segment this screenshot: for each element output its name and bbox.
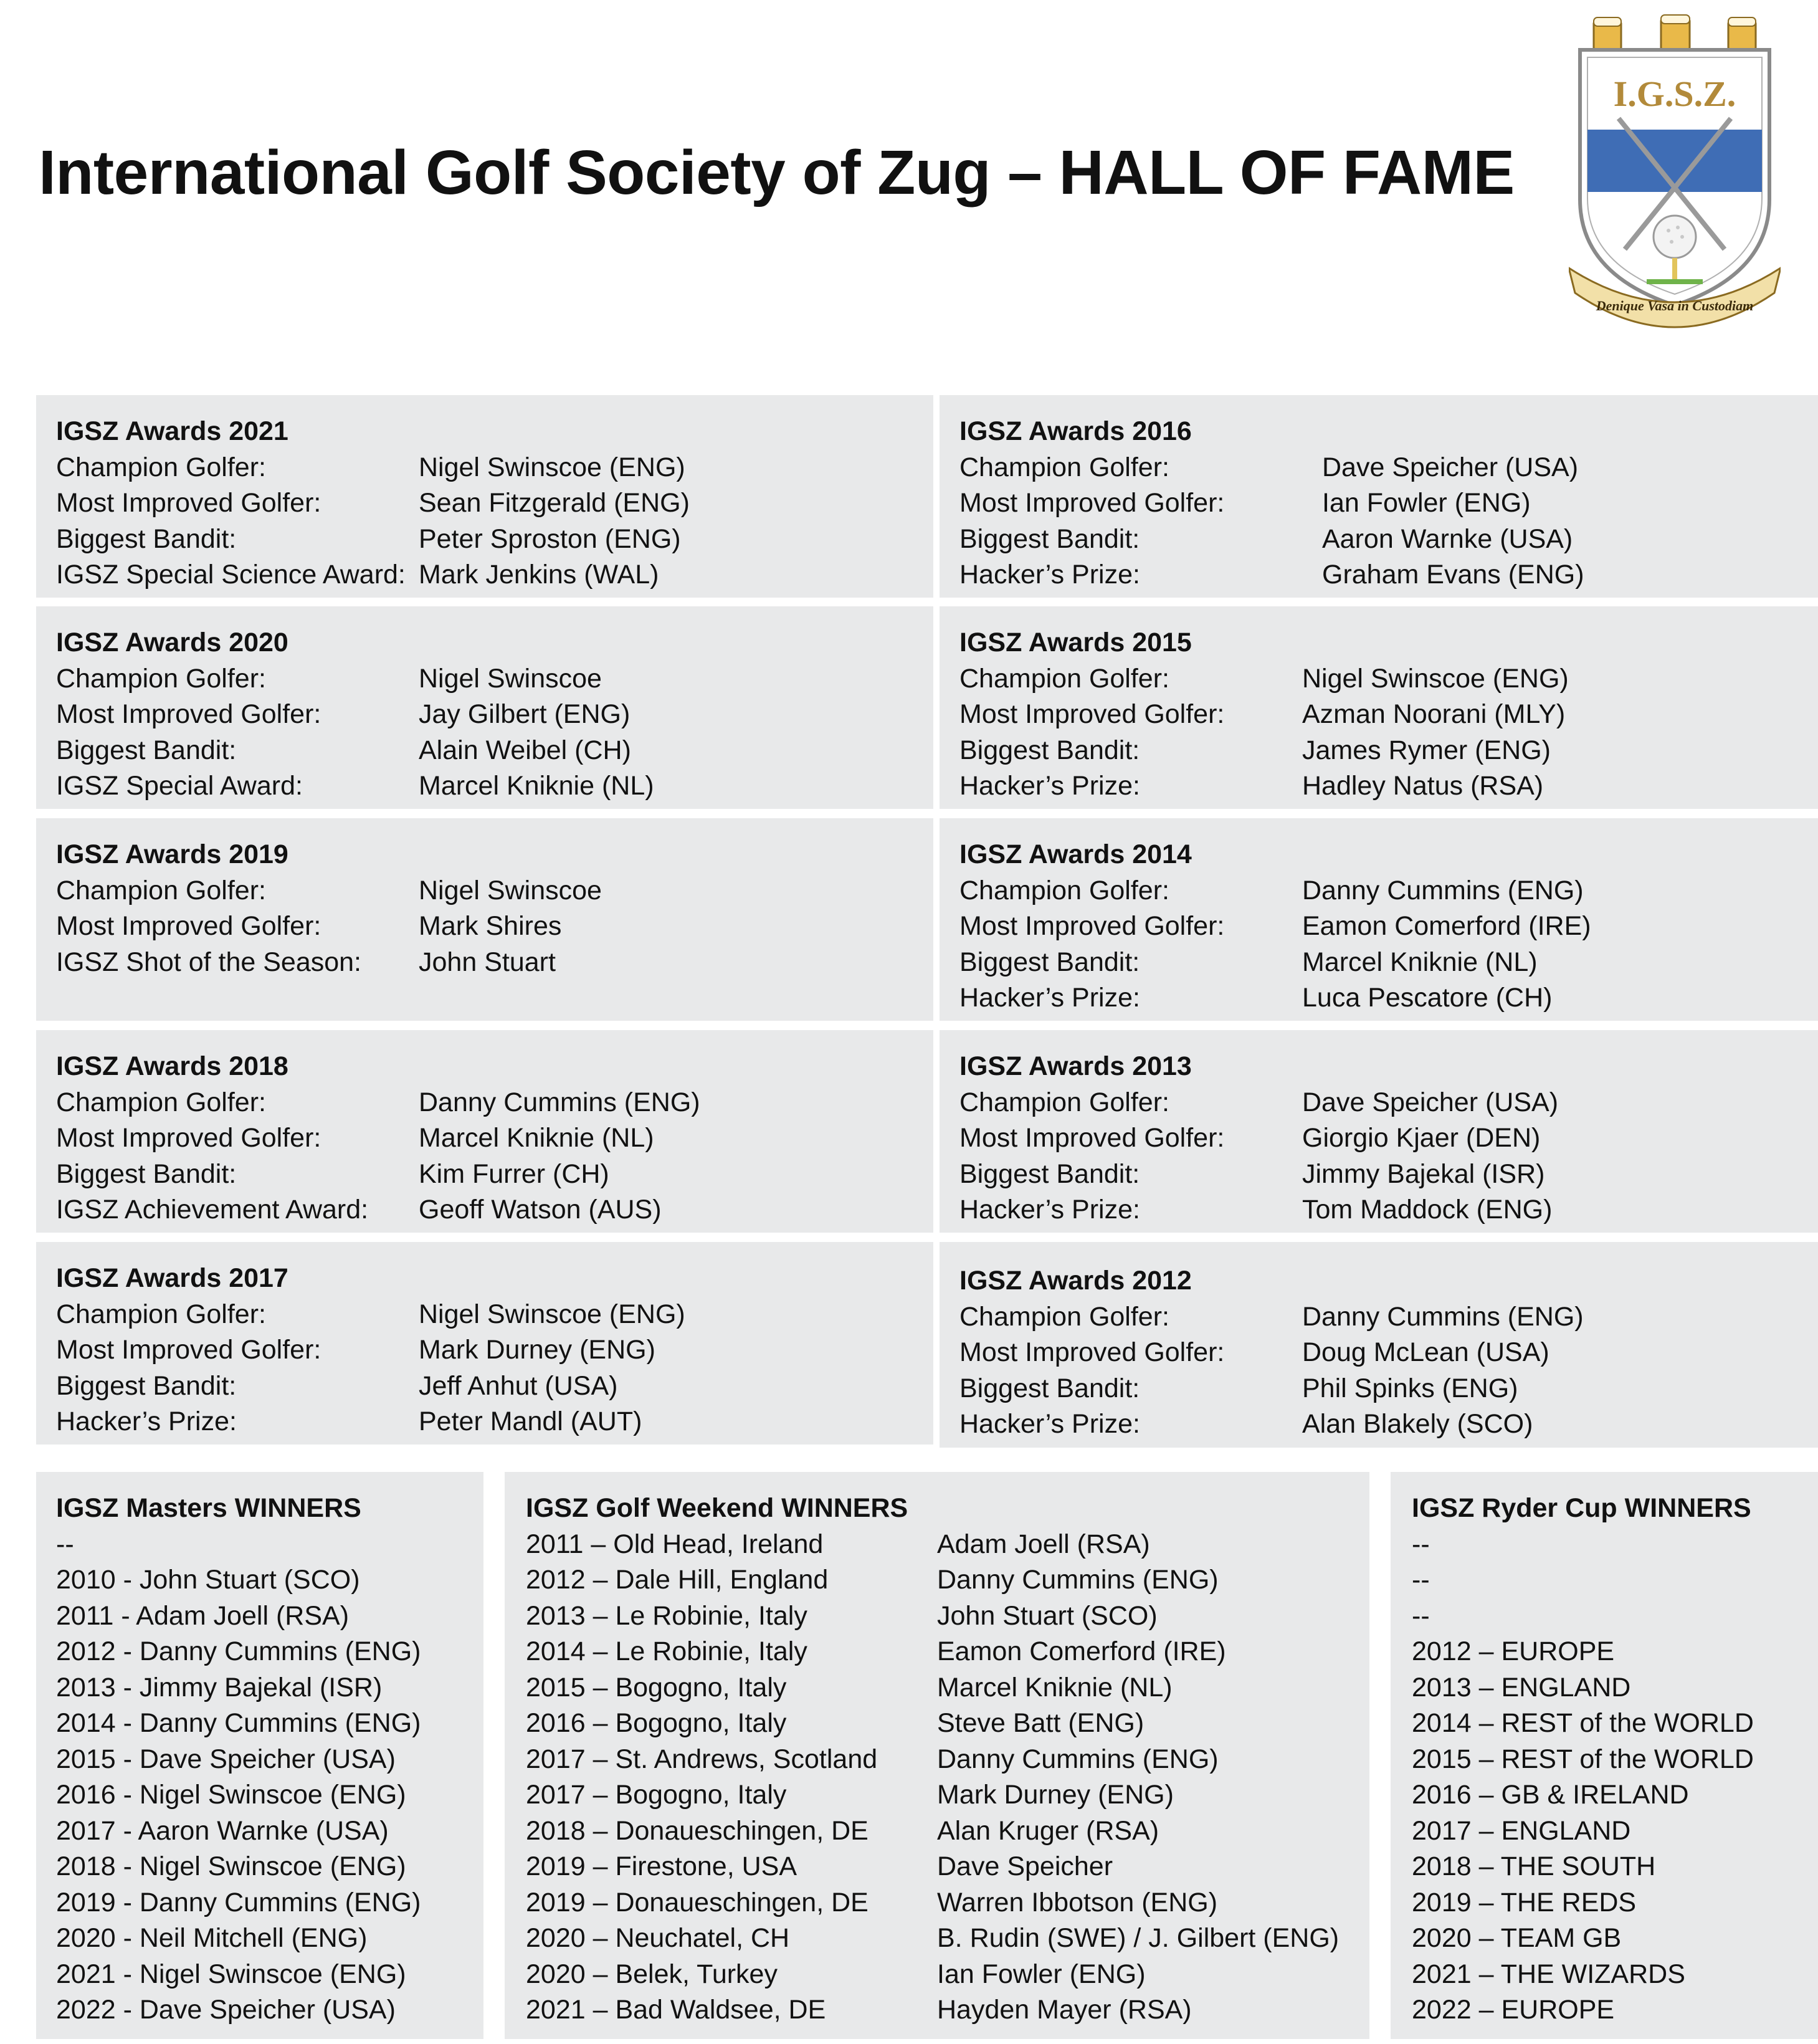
award-label: Most Improved Golfer: bbox=[959, 911, 1225, 941]
table-row bbox=[526, 1813, 1369, 1850]
award-winner: Peter Mandl (AUT) bbox=[419, 1406, 642, 1436]
award-label: Most Improved Golfer: bbox=[959, 1337, 1225, 1367]
award-label: Most Improved Golfer: bbox=[959, 1123, 1225, 1153]
event-cell: 2021 – Bad Waldsee, DE bbox=[526, 1995, 826, 2025]
award-winner: Peter Sproston (ENG) bbox=[419, 523, 681, 554]
award-row bbox=[959, 1406, 1818, 1443]
award-row bbox=[959, 873, 1818, 909]
award-label: Biggest Bandit: bbox=[56, 735, 237, 765]
award-row bbox=[959, 768, 1818, 805]
award-row bbox=[56, 1157, 933, 1193]
award-row bbox=[56, 522, 933, 558]
table-row bbox=[526, 1992, 1369, 2028]
igsz-crest-logo bbox=[1569, 12, 1781, 337]
award-winner: Danny Cummins (ENG) bbox=[1302, 875, 1584, 905]
award-row bbox=[959, 1120, 1818, 1157]
panel-heading: IGSZ Ryder Cup WINNERS bbox=[1412, 1493, 1751, 1523]
award-row bbox=[959, 945, 1818, 981]
table-row bbox=[526, 1742, 1369, 1778]
panel-heading: IGSZ Masters WINNERS bbox=[56, 1493, 361, 1523]
awards-panel-2017 bbox=[36, 1242, 933, 1445]
awards-panel-2021 bbox=[36, 395, 933, 598]
list-item: -- bbox=[1412, 1600, 1430, 1631]
panel-heading: IGSZ Awards 2015 bbox=[959, 628, 1192, 657]
award-winner: Mark Durney (ENG) bbox=[419, 1335, 655, 1365]
award-winner: Ian Fowler (ENG) bbox=[1322, 488, 1531, 518]
award-winner: Phil Spinks (ENG) bbox=[1302, 1373, 1518, 1403]
panel-heading: IGSZ Awards 2017 bbox=[56, 1263, 288, 1293]
event-cell: 2014 – Le Robinie, Italy bbox=[526, 1636, 807, 1666]
award-label: Champion Golfer: bbox=[959, 452, 1169, 482]
list-item: 2017 – ENGLAND bbox=[1412, 1815, 1631, 1846]
table-row bbox=[526, 1849, 1369, 1885]
award-winner: Nigel Swinscoe bbox=[419, 663, 602, 694]
list-item: 2019 – THE REDS bbox=[1412, 1887, 1637, 1917]
awards-panel-2016 bbox=[940, 395, 1818, 598]
award-label: Most Improved Golfer: bbox=[959, 699, 1225, 729]
award-label: Biggest Bandit: bbox=[959, 1373, 1140, 1403]
awards-panel-2015 bbox=[940, 606, 1818, 809]
award-winner: Nigel Swinscoe bbox=[419, 875, 602, 905]
award-row bbox=[959, 485, 1818, 522]
award-row bbox=[56, 697, 933, 733]
award-winner: Aaron Warnke (USA) bbox=[1322, 523, 1573, 554]
awards-panel-2013 bbox=[940, 1030, 1818, 1233]
awards-panel-2014 bbox=[940, 818, 1818, 1021]
award-row bbox=[959, 661, 1818, 697]
winner-cell: John Stuart (SCO) bbox=[937, 1600, 1158, 1631]
list-item: 2017 - Aaron Warnke (USA) bbox=[56, 1815, 389, 1846]
award-winner: Sean Fitzgerald (ENG) bbox=[419, 488, 690, 518]
winner-cell: Warren Ibbotson (ENG) bbox=[937, 1887, 1218, 1917]
table-row bbox=[526, 1562, 1369, 1598]
list-item: 2014 – REST of the WORLD bbox=[1412, 1708, 1754, 1738]
panel-heading: IGSZ Awards 2012 bbox=[959, 1266, 1192, 1296]
award-label: Champion Golfer: bbox=[56, 663, 266, 694]
list-item: 2016 – GB & IRELAND bbox=[1412, 1780, 1689, 1810]
award-winner: Nigel Swinscoe (ENG) bbox=[419, 452, 685, 482]
winner-cell: Ian Fowler (ENG) bbox=[937, 1959, 1146, 1989]
list-item: 2021 – THE WIZARDS bbox=[1412, 1959, 1685, 1989]
winner-cell: Adam Joell (RSA) bbox=[937, 1529, 1150, 1559]
award-row bbox=[56, 873, 933, 909]
winner-cell: Danny Cummins (ENG) bbox=[937, 1565, 1219, 1595]
award-winner: Luca Pescatore (CH) bbox=[1302, 983, 1553, 1013]
award-winner: Alan Blakely (SCO) bbox=[1302, 1409, 1533, 1439]
award-winner: Alain Weibel (CH) bbox=[419, 735, 631, 765]
award-row bbox=[56, 768, 933, 805]
award-winner: Doug McLean (USA) bbox=[1302, 1337, 1549, 1367]
list-item: -- bbox=[56, 1529, 74, 1559]
award-label: Most Improved Golfer: bbox=[56, 488, 321, 518]
award-row bbox=[959, 909, 1818, 945]
award-label: Hacker’s Prize: bbox=[959, 983, 1140, 1013]
award-winner: Giorgio Kjaer (DEN) bbox=[1302, 1123, 1541, 1153]
winner-cell: Alan Kruger (RSA) bbox=[937, 1815, 1159, 1846]
list-item: 2020 - Neil Mitchell (ENG) bbox=[56, 1923, 368, 1953]
award-row bbox=[959, 1371, 1818, 1407]
panel-heading: IGSZ Awards 2013 bbox=[959, 1051, 1192, 1081]
award-row bbox=[56, 1368, 933, 1405]
award-row bbox=[959, 1192, 1818, 1228]
award-row bbox=[56, 557, 933, 593]
list-item: 2019 - Danny Cummins (ENG) bbox=[56, 1887, 421, 1917]
event-cell: 2017 – Bogogno, Italy bbox=[526, 1780, 787, 1810]
award-row bbox=[56, 1404, 933, 1440]
panel-heading: IGSZ Awards 2016 bbox=[959, 416, 1192, 446]
award-label: Champion Golfer: bbox=[959, 1301, 1169, 1332]
panel-heading: IGSZ Awards 2018 bbox=[56, 1051, 288, 1081]
award-winner: Dave Speicher (USA) bbox=[1322, 452, 1579, 482]
awards-panel-2018 bbox=[36, 1030, 933, 1233]
list-item: 2018 - Nigel Swinscoe (ENG) bbox=[56, 1851, 406, 1881]
awards-panel-2012 bbox=[940, 1242, 1818, 1448]
award-label: Hacker’s Prize: bbox=[959, 1195, 1140, 1225]
event-cell: 2012 – Dale Hill, England bbox=[526, 1565, 829, 1595]
award-row bbox=[959, 1157, 1818, 1193]
table-row bbox=[526, 1885, 1369, 1921]
award-row bbox=[959, 733, 1818, 769]
award-row bbox=[959, 980, 1818, 1016]
award-row bbox=[959, 522, 1818, 558]
award-label: Most Improved Golfer: bbox=[959, 488, 1225, 518]
table-row bbox=[526, 1634, 1369, 1670]
list-item: 2020 – TEAM GB bbox=[1412, 1923, 1622, 1953]
list-item: 2015 – REST of the WORLD bbox=[1412, 1744, 1754, 1774]
award-label: Biggest Bandit: bbox=[959, 947, 1140, 977]
svg-text:Denique Vasa in Custodiam: Denique Vasa in Custodiam bbox=[1596, 298, 1754, 313]
award-row bbox=[959, 1085, 1818, 1121]
golf-weekend-winners-panel bbox=[505, 1472, 1369, 2039]
event-cell: 2011 – Old Head, Ireland bbox=[526, 1529, 824, 1559]
award-label: Biggest Bandit: bbox=[56, 1158, 237, 1189]
list-item: 2022 – EUROPE bbox=[1412, 1995, 1615, 2025]
list-item: 2012 - Danny Cummins (ENG) bbox=[56, 1636, 421, 1666]
award-row bbox=[56, 733, 933, 769]
award-label: Biggest Bandit: bbox=[56, 523, 237, 554]
list-item: 2021 - Nigel Swinscoe (ENG) bbox=[56, 1959, 406, 1989]
award-winner: Kim Furrer (CH) bbox=[419, 1158, 609, 1189]
event-cell: 2017 – St. Andrews, Scotland bbox=[526, 1744, 878, 1774]
award-label: Most Improved Golfer: bbox=[56, 1335, 321, 1365]
winner-cell: Danny Cummins (ENG) bbox=[937, 1744, 1219, 1774]
list-item: 2011 - Adam Joell (RSA) bbox=[56, 1600, 350, 1631]
award-winner: Hadley Natus (RSA) bbox=[1302, 771, 1544, 801]
award-label: Most Improved Golfer: bbox=[56, 911, 321, 941]
page-title: International Golf Society of Zug – HALL OF FAME bbox=[39, 138, 1515, 208]
award-label: Hacker’s Prize: bbox=[959, 560, 1140, 590]
award-row bbox=[56, 1297, 933, 1333]
table-row bbox=[526, 1921, 1369, 1957]
award-label: Biggest Bandit: bbox=[56, 1370, 237, 1401]
award-winner: Marcel Kniknie (NL) bbox=[419, 1123, 654, 1153]
list-item: 2013 - Jimmy Bajekal (ISR) bbox=[56, 1672, 383, 1703]
award-winner: Jeff Anhut (USA) bbox=[419, 1370, 618, 1401]
list-item: 2012 – EUROPE bbox=[1412, 1636, 1615, 1666]
list-item: 2018 – THE SOUTH bbox=[1412, 1851, 1656, 1881]
panel-heading: IGSZ Awards 2021 bbox=[56, 416, 288, 446]
award-row bbox=[56, 945, 933, 981]
winner-cell: Hayden Mayer (RSA) bbox=[937, 1995, 1192, 2025]
award-winner: Marcel Kniknie (NL) bbox=[1302, 947, 1538, 977]
beer-mugs-icon bbox=[1594, 15, 1756, 50]
table-row bbox=[526, 1670, 1369, 1706]
award-row bbox=[56, 1192, 933, 1228]
event-cell: 2019 – Firestone, USA bbox=[526, 1851, 797, 1881]
award-row bbox=[56, 909, 933, 945]
event-cell: 2020 – Belek, Turkey bbox=[526, 1959, 778, 1989]
award-winner: Azman Noorani (MLY) bbox=[1302, 699, 1566, 729]
table-row bbox=[526, 1527, 1369, 1563]
award-winner: James Rymer (ENG) bbox=[1302, 735, 1551, 765]
award-label: Champion Golfer: bbox=[959, 1087, 1169, 1117]
award-label: Most Improved Golfer: bbox=[56, 699, 321, 729]
table-row bbox=[526, 1957, 1369, 1993]
award-winner: Dave Speicher (USA) bbox=[1302, 1087, 1559, 1117]
event-cell: 2013 – Le Robinie, Italy bbox=[526, 1600, 807, 1631]
award-winner: Nigel Swinscoe (ENG) bbox=[419, 1299, 685, 1329]
award-row bbox=[56, 1120, 933, 1157]
list-item: 2016 - Nigel Swinscoe (ENG) bbox=[56, 1780, 406, 1810]
masters-winners-panel bbox=[36, 1472, 483, 2039]
award-label: IGSZ Special Award: bbox=[56, 771, 303, 801]
award-label: Hacker’s Prize: bbox=[959, 1409, 1140, 1439]
event-cell: 2020 – Neuchatel, CH bbox=[526, 1923, 790, 1953]
award-label: Hacker’s Prize: bbox=[56, 1406, 237, 1436]
award-row bbox=[56, 1332, 933, 1368]
award-label: Most Improved Golfer: bbox=[56, 1123, 321, 1153]
award-winner: Jimmy Bajekal (ISR) bbox=[1302, 1158, 1545, 1189]
winner-cell: Dave Speicher bbox=[937, 1851, 1113, 1881]
award-winner: Tom Maddock (ENG) bbox=[1302, 1195, 1553, 1225]
award-label: IGSZ Special Science Award: bbox=[56, 560, 406, 590]
award-label: Champion Golfer: bbox=[56, 1299, 266, 1329]
panel-heading: IGSZ Awards 2020 bbox=[56, 628, 288, 657]
ryder-cup-winners-panel bbox=[1391, 1472, 1818, 2039]
award-label: Biggest Bandit: bbox=[959, 735, 1140, 765]
winner-cell: Eamon Comerford (IRE) bbox=[937, 1636, 1226, 1666]
panel-heading: IGSZ Awards 2014 bbox=[959, 839, 1192, 869]
award-label: IGSZ Achievement Award: bbox=[56, 1195, 369, 1225]
award-label: Champion Golfer: bbox=[56, 875, 266, 905]
winner-cell: B. Rudin (SWE) / J. Gilbert (ENG) bbox=[937, 1923, 1340, 1953]
award-row bbox=[56, 1085, 933, 1121]
award-winner: Geoff Watson (AUS) bbox=[419, 1195, 662, 1225]
svg-text:I.G.S.Z.: I.G.S.Z. bbox=[1613, 74, 1736, 114]
list-item: 2014 - Danny Cummins (ENG) bbox=[56, 1708, 421, 1738]
event-cell: 2015 – Bogogno, Italy bbox=[526, 1672, 787, 1703]
award-winner: Jay Gilbert (ENG) bbox=[419, 699, 631, 729]
award-row bbox=[959, 1335, 1818, 1371]
award-label: Champion Golfer: bbox=[959, 875, 1169, 905]
award-winner: Danny Cummins (ENG) bbox=[1302, 1301, 1584, 1332]
winner-cell: Marcel Kniknie (NL) bbox=[937, 1672, 1173, 1703]
list-item: 2013 – ENGLAND bbox=[1412, 1672, 1631, 1703]
panel-heading: IGSZ Golf Weekend WINNERS bbox=[526, 1493, 908, 1523]
award-winner: Mark Jenkins (WAL) bbox=[419, 560, 659, 590]
table-row bbox=[526, 1598, 1369, 1635]
award-row bbox=[959, 1299, 1818, 1335]
award-row bbox=[56, 450, 933, 486]
award-winner: Marcel Kniknie (NL) bbox=[419, 771, 654, 801]
award-label: Biggest Bandit: bbox=[959, 523, 1140, 554]
award-row bbox=[56, 485, 933, 522]
award-winner: Mark Shires bbox=[419, 911, 562, 941]
award-winner: John Stuart bbox=[419, 947, 556, 977]
award-winner: Danny Cummins (ENG) bbox=[419, 1087, 700, 1117]
list-item: -- bbox=[1412, 1565, 1430, 1595]
list-item: 2015 - Dave Speicher (USA) bbox=[56, 1744, 396, 1774]
award-row bbox=[56, 661, 933, 697]
award-label: Champion Golfer: bbox=[959, 663, 1169, 694]
award-label: Champion Golfer: bbox=[56, 452, 266, 482]
panel-heading: IGSZ Awards 2019 bbox=[56, 839, 288, 869]
event-cell: 2016 – Bogogno, Italy bbox=[526, 1708, 787, 1738]
table-row bbox=[526, 1777, 1369, 1813]
winner-cell: Steve Batt (ENG) bbox=[937, 1708, 1145, 1738]
award-label: IGSZ Shot of the Season: bbox=[56, 947, 362, 977]
award-winner: Graham Evans (ENG) bbox=[1322, 560, 1584, 590]
award-label: Hacker’s Prize: bbox=[959, 771, 1140, 801]
award-label: Biggest Bandit: bbox=[959, 1158, 1140, 1189]
award-label: Champion Golfer: bbox=[56, 1087, 266, 1117]
award-winner: Nigel Swinscoe (ENG) bbox=[1302, 663, 1569, 694]
event-cell: 2019 – Donaueschingen, DE bbox=[526, 1887, 869, 1917]
table-row bbox=[526, 1706, 1369, 1742]
awards-panel-2020 bbox=[36, 606, 933, 809]
event-cell: 2018 – Donaueschingen, DE bbox=[526, 1815, 869, 1846]
award-row bbox=[959, 450, 1818, 486]
list-item: 2022 - Dave Speicher (USA) bbox=[56, 1995, 396, 2025]
awards-panel-2019 bbox=[36, 818, 933, 1021]
award-row bbox=[959, 557, 1818, 593]
award-row bbox=[959, 697, 1818, 733]
list-item: 2010 - John Stuart (SCO) bbox=[56, 1565, 360, 1595]
list-item: -- bbox=[1412, 1529, 1430, 1559]
winner-cell: Mark Durney (ENG) bbox=[937, 1780, 1174, 1810]
award-winner: Eamon Comerford (IRE) bbox=[1302, 911, 1591, 941]
